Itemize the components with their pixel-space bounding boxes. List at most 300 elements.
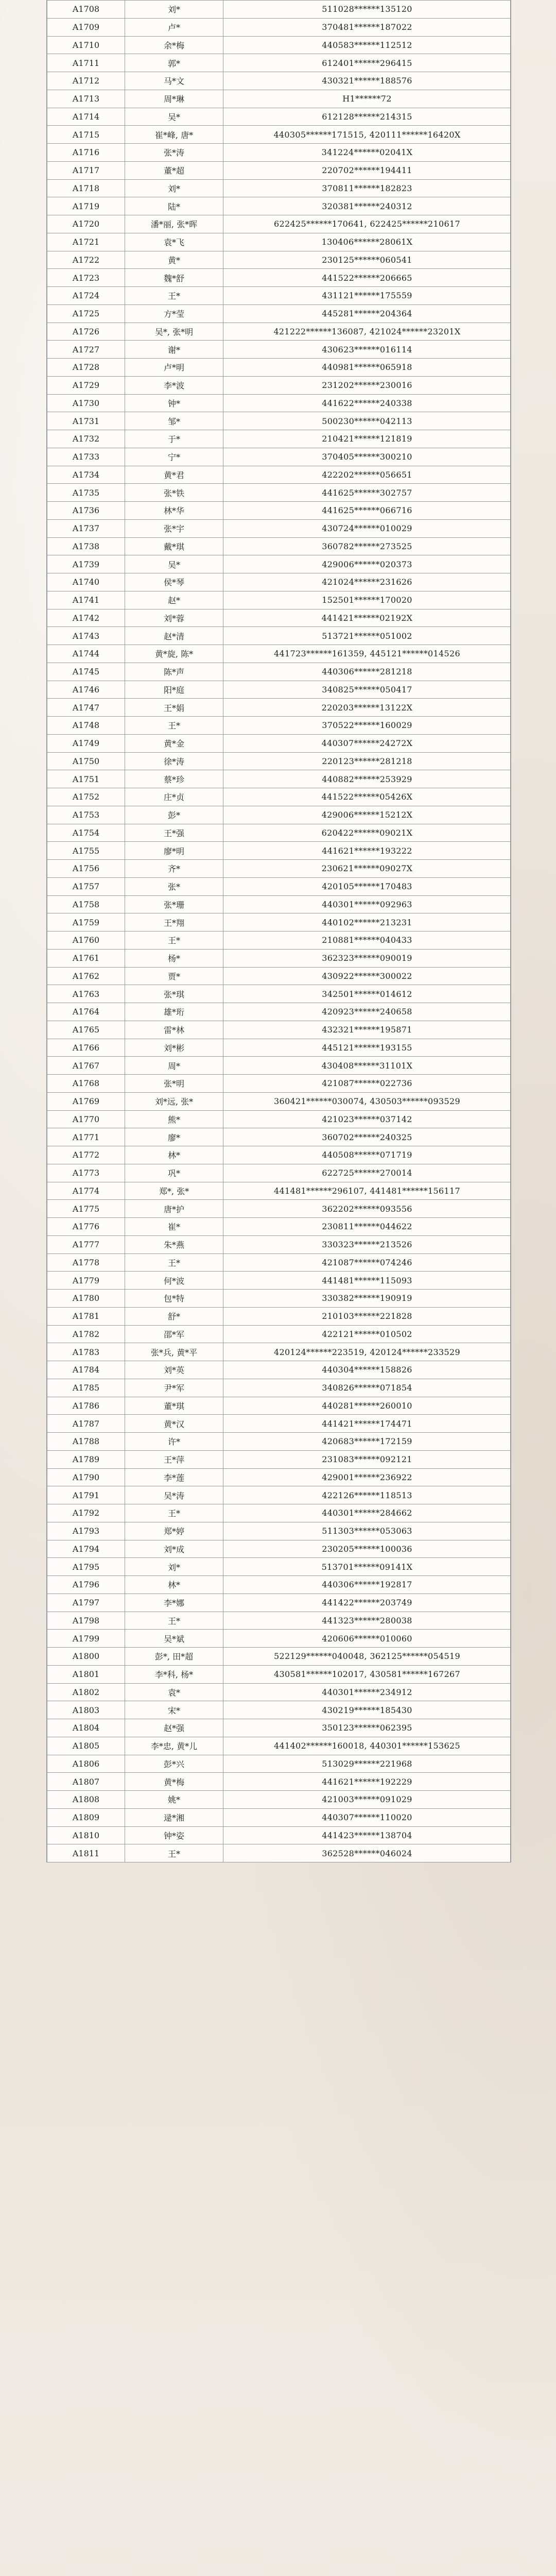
table-row: [47, 1397, 511, 1415]
row-number-cell: A1726: [47, 323, 125, 341]
lottery-result-sheet: [46, 0, 511, 1862]
row-number-cell: A1792: [47, 1504, 125, 1522]
applicant-name-cell: 于*: [125, 430, 223, 448]
row-number-cell: A1767: [47, 1057, 125, 1075]
applicant-name-cell: 郭*: [125, 54, 223, 72]
table-row: [47, 555, 511, 573]
table-row: [47, 913, 511, 931]
table-row: [47, 770, 511, 788]
table-row: [47, 1200, 511, 1218]
row-number-cell: A1763: [47, 985, 125, 1003]
applicant-name-cell: 李*忠, 黄*儿: [125, 1737, 223, 1755]
id-number-cell: 362323******090019: [223, 949, 511, 967]
row-number-cell: A1773: [47, 1164, 125, 1182]
applicant-name-cell: 黄*旋, 陈*: [125, 645, 223, 663]
applicant-name-cell: 逯*湘: [125, 1808, 223, 1826]
id-number-cell: 440981******065918: [223, 359, 511, 377]
applicant-name-cell: 周*琳: [125, 90, 223, 108]
table-row: [47, 806, 511, 824]
row-number-cell: A1765: [47, 1021, 125, 1039]
id-number-cell: 513701******09141X: [223, 1558, 511, 1576]
applicant-name-cell: 刘*成: [125, 1540, 223, 1558]
table-row: [47, 1504, 511, 1522]
id-number-cell: 421087******074246: [223, 1253, 511, 1272]
applicant-name-cell: 刘*: [125, 1558, 223, 1576]
id-number-cell: 612128******214315: [223, 108, 511, 126]
row-number-cell: A1718: [47, 179, 125, 197]
table-row: [47, 1665, 511, 1683]
row-number-cell: A1747: [47, 699, 125, 717]
applicant-name-cell: 吴*涛: [125, 1486, 223, 1504]
applicant-name-cell: 黄*汉: [125, 1415, 223, 1433]
table-row: [47, 860, 511, 878]
row-number-cell: A1776: [47, 1218, 125, 1236]
id-number-cell: 230811******044622: [223, 1218, 511, 1236]
row-number-cell: A1787: [47, 1415, 125, 1433]
applicant-name-cell: 林*: [125, 1146, 223, 1164]
row-number-cell: A1766: [47, 1039, 125, 1057]
row-number-cell: A1768: [47, 1075, 125, 1093]
applicant-name-cell: 邵*军: [125, 1325, 223, 1343]
id-number-cell: 441625******066716: [223, 502, 511, 520]
id-number-cell: 210881******040433: [223, 931, 511, 950]
table-row: [47, 1683, 511, 1701]
id-number-cell: 360702******240325: [223, 1128, 511, 1146]
id-number-cell: 430581******102017, 430581******167267: [223, 1665, 511, 1683]
id-number-cell: 130406******28061X: [223, 233, 511, 251]
table-row: [47, 484, 511, 502]
applicant-name-cell: 周*: [125, 1057, 223, 1075]
row-number-cell: A1708: [47, 1, 125, 19]
id-number-cell: 622725******270014: [223, 1164, 511, 1182]
table-row: [47, 645, 511, 663]
id-number-cell: 342501******014612: [223, 985, 511, 1003]
applicant-name-cell: 卢*明: [125, 359, 223, 377]
row-number-cell: A1725: [47, 304, 125, 323]
table-row: [47, 717, 511, 735]
table-row: [47, 1648, 511, 1666]
id-number-cell: 422126******118513: [223, 1486, 511, 1504]
row-number-cell: A1713: [47, 90, 125, 108]
table-row: [47, 1826, 511, 1844]
row-number-cell: A1746: [47, 681, 125, 699]
id-number-cell: 445121******193155: [223, 1039, 511, 1057]
row-number-cell: A1788: [47, 1433, 125, 1451]
table-row: [47, 681, 511, 699]
row-number-cell: A1712: [47, 72, 125, 90]
row-number-cell: A1728: [47, 359, 125, 377]
table-row: [47, 1737, 511, 1755]
row-number-cell: A1777: [47, 1235, 125, 1253]
table-row: [47, 1433, 511, 1451]
applicant-name-cell: 赵*强: [125, 1719, 223, 1737]
id-number-cell: 420683******172159: [223, 1433, 511, 1451]
table-row: [47, 1092, 511, 1110]
table-row: [47, 1755, 511, 1773]
table-row: [47, 1594, 511, 1612]
table-row: [47, 752, 511, 770]
id-number-cell: 440882******253929: [223, 770, 511, 788]
id-number-cell: 513721******051002: [223, 627, 511, 645]
row-number-cell: A1784: [47, 1361, 125, 1379]
table-row: [47, 341, 511, 359]
id-number-cell: 429006******15212X: [223, 806, 511, 824]
id-number-cell: 340825******050417: [223, 681, 511, 699]
applicant-name-cell: 崔*: [125, 1218, 223, 1236]
row-number-cell: A1723: [47, 269, 125, 287]
applicant-name-cell: 吴*: [125, 108, 223, 126]
applicant-name-cell: 钟*姿: [125, 1826, 223, 1844]
table-row: [47, 1128, 511, 1146]
row-number-cell: A1805: [47, 1737, 125, 1755]
row-number-cell: A1745: [47, 663, 125, 681]
id-number-cell: 330382******190919: [223, 1290, 511, 1308]
id-number-cell: 220203******13122X: [223, 699, 511, 717]
applicant-name-cell: 庄*贞: [125, 788, 223, 806]
applicant-name-cell: 何*波: [125, 1272, 223, 1290]
table-row: [47, 895, 511, 913]
applicant-name-cell: 董*琪: [125, 1397, 223, 1415]
applicant-name-cell: 张*明: [125, 1075, 223, 1093]
id-number-cell: 441522******05426X: [223, 788, 511, 806]
table-row: [47, 251, 511, 269]
result-table: [47, 0, 511, 1862]
id-number-cell: 430724******010029: [223, 519, 511, 537]
row-number-cell: A1770: [47, 1110, 125, 1128]
applicant-name-cell: 钟*: [125, 394, 223, 412]
id-number-cell: 441423******138704: [223, 1826, 511, 1844]
table-row: [47, 1218, 511, 1236]
id-number-cell: 511303******053063: [223, 1522, 511, 1540]
applicant-name-cell: 王*强: [125, 824, 223, 842]
applicant-name-cell: 阳*庭: [125, 681, 223, 699]
id-number-cell: 420923******240658: [223, 1003, 511, 1021]
row-number-cell: A1807: [47, 1773, 125, 1791]
applicant-name-cell: 彭*兴: [125, 1755, 223, 1773]
row-number-cell: A1764: [47, 1003, 125, 1021]
id-number-cell: 441421******02192X: [223, 609, 511, 627]
table-row: [47, 197, 511, 215]
id-number-cell: 362528******046024: [223, 1844, 511, 1862]
id-number-cell: 441621******193222: [223, 842, 511, 860]
row-number-cell: A1711: [47, 54, 125, 72]
applicant-name-cell: 郑*, 张*: [125, 1182, 223, 1200]
id-number-cell: 441481******115093: [223, 1272, 511, 1290]
table-row: [47, 1343, 511, 1361]
table-row: [47, 1719, 511, 1737]
row-number-cell: A1806: [47, 1755, 125, 1773]
id-number-cell: 421024******231626: [223, 573, 511, 591]
row-number-cell: A1724: [47, 287, 125, 305]
id-number-cell: 429006******020373: [223, 555, 511, 573]
id-number-cell: 370811******182823: [223, 179, 511, 197]
table-row: [47, 1844, 511, 1862]
row-number-cell: A1756: [47, 860, 125, 878]
id-number-cell: 220123******281218: [223, 752, 511, 770]
row-number-cell: A1753: [47, 806, 125, 824]
row-number-cell: A1779: [47, 1272, 125, 1290]
row-number-cell: A1769: [47, 1092, 125, 1110]
id-number-cell: 231083******092121: [223, 1450, 511, 1468]
applicant-name-cell: 赵*: [125, 591, 223, 609]
table-row: [47, 1612, 511, 1630]
row-number-cell: A1729: [47, 376, 125, 394]
row-number-cell: A1716: [47, 144, 125, 162]
row-number-cell: A1720: [47, 215, 125, 233]
applicant-name-cell: 张*铁: [125, 484, 223, 502]
row-number-cell: A1775: [47, 1200, 125, 1218]
id-number-cell: 513029******221968: [223, 1755, 511, 1773]
table-row: [47, 1290, 511, 1308]
applicant-name-cell: 卢*: [125, 18, 223, 36]
applicant-name-cell: 张*涛: [125, 144, 223, 162]
table-row: [47, 1235, 511, 1253]
row-number-cell: A1809: [47, 1808, 125, 1826]
table-row: [47, 931, 511, 950]
row-number-cell: A1761: [47, 949, 125, 967]
table-row: [47, 376, 511, 394]
id-number-cell: 420105******170483: [223, 877, 511, 895]
table-row: [47, 663, 511, 681]
row-number-cell: A1735: [47, 484, 125, 502]
table-row: [47, 519, 511, 537]
row-number-cell: A1808: [47, 1791, 125, 1809]
row-number-cell: A1798: [47, 1612, 125, 1630]
applicant-name-cell: 包*特: [125, 1290, 223, 1308]
applicant-name-cell: 张*珊: [125, 895, 223, 913]
id-number-cell: 441421******174471: [223, 1415, 511, 1433]
row-number-cell: A1772: [47, 1146, 125, 1164]
row-number-cell: A1760: [47, 931, 125, 950]
row-number-cell: A1740: [47, 573, 125, 591]
row-number-cell: A1719: [47, 197, 125, 215]
id-number-cell: 441723******161359, 445121******014526: [223, 645, 511, 663]
applicant-name-cell: 巩*: [125, 1164, 223, 1182]
id-number-cell: 500230******042113: [223, 412, 511, 430]
table-row: [47, 1576, 511, 1594]
row-number-cell: A1738: [47, 537, 125, 555]
table-row: [47, 842, 511, 860]
id-number-cell: 620422******09021X: [223, 824, 511, 842]
applicant-name-cell: 余*梅: [125, 36, 223, 54]
table-row: [47, 1361, 511, 1379]
table-row: [47, 1773, 511, 1791]
id-number-cell: 231202******230016: [223, 376, 511, 394]
row-number-cell: A1741: [47, 591, 125, 609]
table-row: [47, 1272, 511, 1290]
id-number-cell: 422202******056651: [223, 466, 511, 484]
table-row: [47, 1325, 511, 1343]
applicant-name-cell: 宁*: [125, 448, 223, 466]
row-number-cell: A1730: [47, 394, 125, 412]
applicant-name-cell: 吴*, 张*明: [125, 323, 223, 341]
id-number-cell: 441323******280038: [223, 1612, 511, 1630]
id-number-cell: 370522******160029: [223, 717, 511, 735]
applicant-name-cell: 廖*明: [125, 842, 223, 860]
id-number-cell: 441621******192229: [223, 1773, 511, 1791]
applicant-name-cell: 雷*林: [125, 1021, 223, 1039]
applicant-name-cell: 尹*军: [125, 1379, 223, 1397]
applicant-name-cell: 刘*蓉: [125, 609, 223, 627]
id-number-cell: H1******72: [223, 90, 511, 108]
table-row: [47, 430, 511, 448]
table-row: [47, 1486, 511, 1504]
table-row: [47, 18, 511, 36]
table-row: [47, 126, 511, 144]
id-number-cell: 440508******071719: [223, 1146, 511, 1164]
applicant-name-cell: 李*波: [125, 376, 223, 394]
applicant-name-cell: 张*兵, 黄*平: [125, 1343, 223, 1361]
applicant-name-cell: 黄*君: [125, 466, 223, 484]
applicant-name-cell: 熊*: [125, 1110, 223, 1128]
applicant-name-cell: 李*娜: [125, 1594, 223, 1612]
id-number-cell: 440301******234912: [223, 1683, 511, 1701]
id-number-cell: 210421******121819: [223, 430, 511, 448]
applicant-name-cell: 李*莲: [125, 1468, 223, 1486]
id-number-cell: 440301******284662: [223, 1504, 511, 1522]
table-row: [47, 1522, 511, 1540]
row-number-cell: A1771: [47, 1128, 125, 1146]
row-number-cell: A1774: [47, 1182, 125, 1200]
row-number-cell: A1751: [47, 770, 125, 788]
applicant-name-cell: 李*科, 杨*: [125, 1665, 223, 1683]
row-number-cell: A1780: [47, 1290, 125, 1308]
applicant-name-cell: 彭*: [125, 806, 223, 824]
table-row: [47, 144, 511, 162]
table-row: [47, 1, 511, 19]
row-number-cell: A1739: [47, 555, 125, 573]
applicant-name-cell: 王*: [125, 1504, 223, 1522]
applicant-name-cell: 刘*: [125, 179, 223, 197]
row-number-cell: A1796: [47, 1576, 125, 1594]
applicant-name-cell: 王*: [125, 717, 223, 735]
row-number-cell: A1755: [47, 842, 125, 860]
row-number-cell: A1721: [47, 233, 125, 251]
applicant-name-cell: 黄*: [125, 251, 223, 269]
id-number-cell: 522129******040048, 362125******054519: [223, 1648, 511, 1666]
table-row: [47, 323, 511, 341]
applicant-name-cell: 王*娟: [125, 699, 223, 717]
row-number-cell: A1733: [47, 448, 125, 466]
applicant-name-cell: 刘*彬: [125, 1039, 223, 1057]
table-row: [47, 1468, 511, 1486]
id-number-cell: 441622******240338: [223, 394, 511, 412]
id-number-cell: 440305******171515, 420111******16420X: [223, 126, 511, 144]
id-number-cell: 430321******188576: [223, 72, 511, 90]
applicant-name-cell: 赵*清: [125, 627, 223, 645]
applicant-name-cell: 崔*峰, 唐*: [125, 126, 223, 144]
applicant-name-cell: 杨*: [125, 949, 223, 967]
row-number-cell: A1722: [47, 251, 125, 269]
id-number-cell: 445281******204364: [223, 304, 511, 323]
id-number-cell: 441481******296107, 441481******156117: [223, 1182, 511, 1200]
row-number-cell: A1731: [47, 412, 125, 430]
table-row: [47, 734, 511, 752]
row-number-cell: A1748: [47, 717, 125, 735]
table-row: [47, 1182, 511, 1200]
table-row: [47, 573, 511, 591]
row-number-cell: A1793: [47, 1522, 125, 1540]
table-row: [47, 1379, 511, 1397]
applicant-name-cell: 张*琪: [125, 985, 223, 1003]
id-number-cell: 430219******185430: [223, 1701, 511, 1719]
id-number-cell: 220702******194411: [223, 161, 511, 179]
id-number-cell: 360421******030074, 430503******093529: [223, 1092, 511, 1110]
id-number-cell: 370405******300210: [223, 448, 511, 466]
applicant-name-cell: 袁*飞: [125, 233, 223, 251]
table-row: [47, 233, 511, 251]
row-number-cell: A1803: [47, 1701, 125, 1719]
row-number-cell: A1778: [47, 1253, 125, 1272]
table-row: [47, 949, 511, 967]
id-number-cell: 429001******236922: [223, 1468, 511, 1486]
row-number-cell: A1802: [47, 1683, 125, 1701]
row-number-cell: A1804: [47, 1719, 125, 1737]
applicant-name-cell: 方*莹: [125, 304, 223, 323]
table-row: [47, 215, 511, 233]
table-row: [47, 877, 511, 895]
id-number-cell: 340826******071854: [223, 1379, 511, 1397]
table-row: [47, 108, 511, 126]
applicant-name-cell: 贾*: [125, 967, 223, 985]
applicant-name-cell: 王*: [125, 1612, 223, 1630]
table-row: [47, 179, 511, 197]
applicant-name-cell: 侯*琴: [125, 573, 223, 591]
id-number-cell: 230205******100036: [223, 1540, 511, 1558]
table-row: [47, 537, 511, 555]
applicant-name-cell: 吴*斌: [125, 1630, 223, 1648]
table-row: [47, 788, 511, 806]
id-number-cell: 440306******281218: [223, 663, 511, 681]
applicant-name-cell: 唐*护: [125, 1200, 223, 1218]
id-number-cell: 330323******213526: [223, 1235, 511, 1253]
applicant-name-cell: 许*: [125, 1433, 223, 1451]
applicant-name-cell: 王*翔: [125, 913, 223, 931]
table-row: [47, 985, 511, 1003]
row-number-cell: A1786: [47, 1397, 125, 1415]
applicant-name-cell: 潘*丽, 张*晖: [125, 215, 223, 233]
row-number-cell: A1759: [47, 913, 125, 931]
applicant-name-cell: 谢*: [125, 341, 223, 359]
table-row: [47, 1808, 511, 1826]
row-number-cell: A1710: [47, 36, 125, 54]
table-row: [47, 287, 511, 305]
id-number-cell: 420606******010060: [223, 1630, 511, 1648]
id-number-cell: 441625******302757: [223, 484, 511, 502]
row-number-cell: A1800: [47, 1648, 125, 1666]
row-number-cell: A1757: [47, 877, 125, 895]
row-number-cell: A1709: [47, 18, 125, 36]
applicant-name-cell: 戴*琪: [125, 537, 223, 555]
id-number-cell: 511028******135120: [223, 1, 511, 19]
applicant-name-cell: 陆*: [125, 197, 223, 215]
table-row: [47, 1630, 511, 1648]
table-row: [47, 1021, 511, 1039]
table-row: [47, 1701, 511, 1719]
table-row: [47, 591, 511, 609]
table-row: [47, 1146, 511, 1164]
applicant-name-cell: 黄*梅: [125, 1773, 223, 1791]
row-number-cell: A1737: [47, 519, 125, 537]
id-number-cell: 421222******136087, 421024******23201X: [223, 323, 511, 341]
id-number-cell: 440307******24272X: [223, 734, 511, 752]
applicant-name-cell: 吴*: [125, 555, 223, 573]
applicant-name-cell: 姚*: [125, 1791, 223, 1809]
table-row: [47, 359, 511, 377]
table-row: [47, 1415, 511, 1433]
table-row: [47, 609, 511, 627]
row-number-cell: A1717: [47, 161, 125, 179]
